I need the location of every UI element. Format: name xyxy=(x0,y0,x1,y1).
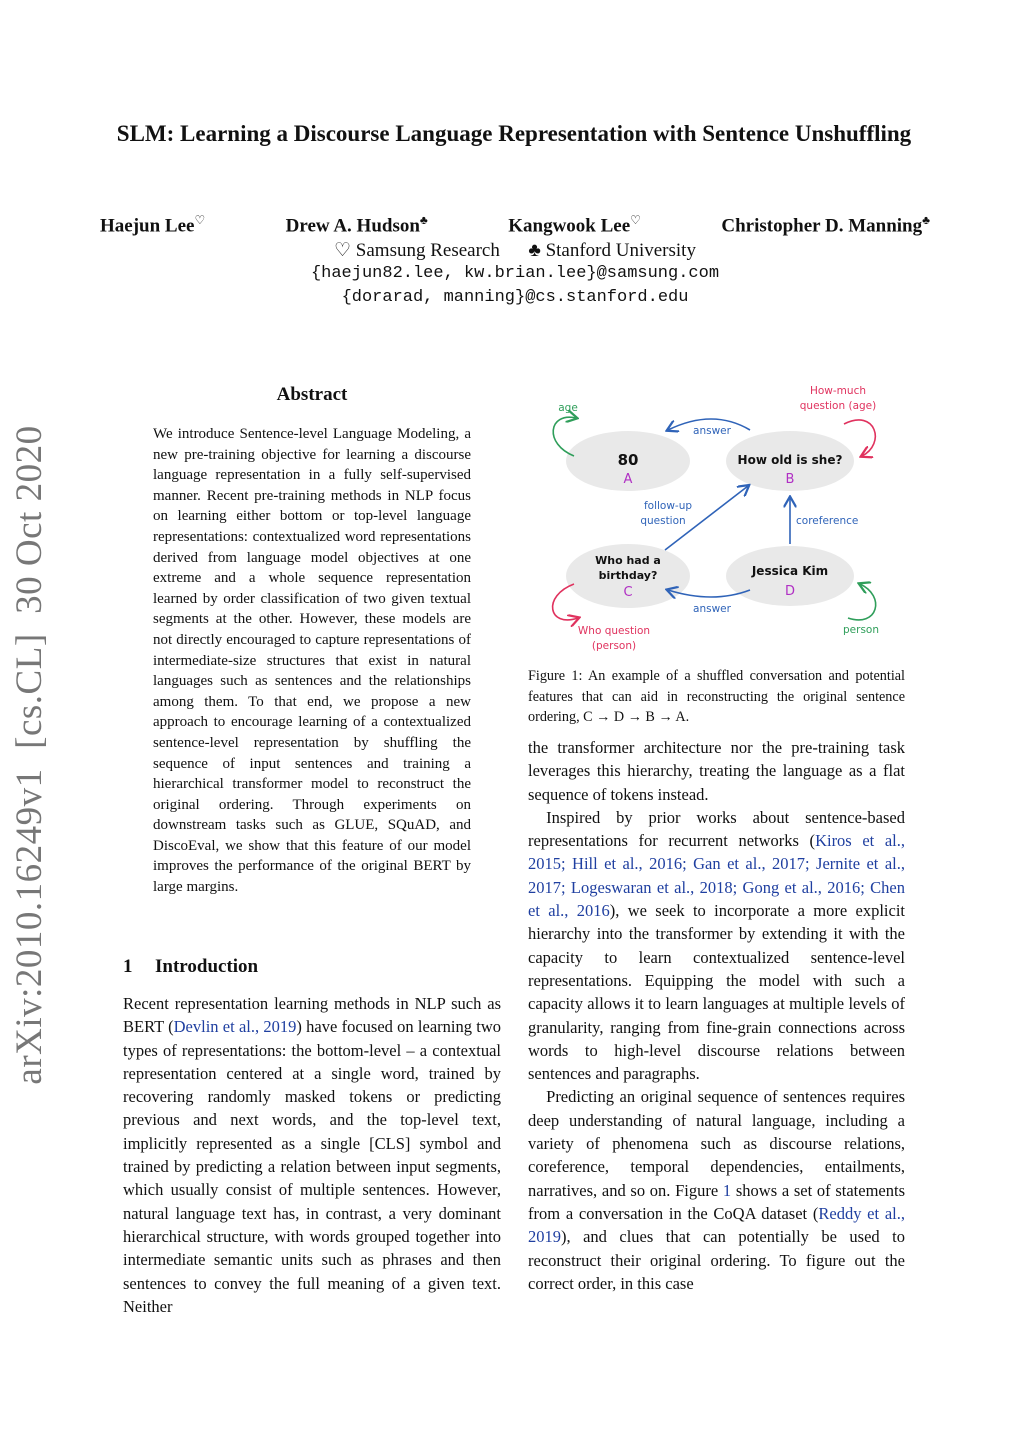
node-b-letter: B xyxy=(785,472,795,487)
node-a-text: 80 xyxy=(617,451,639,469)
loop-person xyxy=(848,584,876,620)
abstract-text: We introduce Sentence-level Language Modeling, a new pre-training objective for learning a discourse language representation in a fully self-supervised manner. Recent pre-training methods in NLP focus on learning either bottom or top-level language representations: contextualized word representations derived from language model objectives at one extreme and a whole sequence representation learned by order classification of two given textual segments at the other. However, these models are not directly encouraged to capture representations of intermediate-size structures that exist in natural languages such as sentences and the relationships among them. To that end, we propose a new approach to encourage learning of a contextualized sentence-level representation by shuffling the sequence of input sentences and training a hierarchical transformer model to reconstruct the original ordering. Through experiments on downstream tasks such as GLUE, SQuAD, and DiscoEval, we show that this feature of our model improves the performance of the original BERT by large margins. xyxy=(153,426,471,896)
author-list xyxy=(100,213,930,237)
right-paragraph-3: Predicting an original sequence of sentences requires deep understanding of natural language, including a variety of phenomena such as discourse relations, coreference, temporal dependencies, entailments, narratives, and so on. Figure 1 shows a set of statements from a conversation in the CoQA dataset (Reddy et al., 2019), and clues that can potentially be used to reconstruct their original ordering. To figure out the correct order, in this case xyxy=(528,1087,905,1293)
node-c-text-1: Who had a xyxy=(595,554,661,567)
author-2: Drew A. Hudson♣ xyxy=(285,213,428,237)
label-answer-top: answer xyxy=(693,425,731,437)
affiliations: ♡ Samsung Research ♣ Stanford University xyxy=(334,240,696,261)
node-a-letter: A xyxy=(623,472,633,487)
email-line-1: {haejun82.lee, kw.brian.lee}@samsung.com xyxy=(310,264,720,283)
figure-ref-link[interactable]: 1 xyxy=(722,1180,732,1200)
intro-paragraph-left: Recent representation learning methods in NLP such as BERT (Devlin et al., 2019) have focused on learning two types of representations: the bottom-level – a contextual representation centered at a single word, trained by recovering randomly masked tokens or predicting previous and next words, and the top-level text, implicitly represented as a single [CLS] symbol and trained by predicting a relation between input segments, which usually consist of multiple sentences. However, natural language text has, in contrast, a very dominant hierarchical structure, with words grouped together into intermediate semantic units such as phrases and then sentences to convey the full meaning of a given text. Neither xyxy=(123,994,501,1316)
right-column-text xyxy=(528,736,905,1295)
author-1: Haejun Lee♡ xyxy=(100,213,206,237)
label-how-much-1: How-much xyxy=(809,385,867,397)
citation-links[interactable]: Kiros et al., 2015; Hill et al., 2016; Gan et al., 2017; Jernite et al., 2017; Logeswaran et al., 2018; Gong et al., 2016; Chen et al., 2016 xyxy=(528,831,906,921)
paper-title: SLM: Learning a Discourse Language Representation with Sentence Unshuffling xyxy=(116,121,912,146)
right-paragraph-1: the transformer architecture nor the pre-training task leverages this hierarchy, treating the language as a flat sequence of tokens instead. xyxy=(528,738,905,804)
citation-link[interactable]: Devlin et al., 2019 xyxy=(173,1017,297,1037)
citation-link-coqa[interactable]: Reddy et al., 2019 xyxy=(528,1203,905,1247)
label-coreference: coreference xyxy=(796,515,859,527)
abstract-heading: Abstract xyxy=(276,384,348,405)
node-d-text: Jessica Kim xyxy=(751,564,829,578)
author-4: Christopher D. Manning♣ xyxy=(721,213,930,237)
node-d-letter: D xyxy=(784,584,796,599)
section-heading xyxy=(123,956,258,978)
label-follow-up-2: question xyxy=(640,515,686,527)
label-who-2: (person) xyxy=(591,640,637,652)
node-b-text: How old is she? xyxy=(737,453,843,467)
arxiv-stamp: arXiv:2010.16249v1 [cs.CL] 30 Oct 2020 xyxy=(9,425,50,1085)
email-line-2: {dorarad, manning}@cs.stanford.edu xyxy=(341,288,689,307)
section-number: 1 xyxy=(123,956,133,977)
label-who-1: Who question xyxy=(577,625,651,637)
figure-caption: Figure 1: An example of a shuffled conversation and potential features that can aid in reconstructing the original sentence ordering, C → D → B → A. xyxy=(528,668,905,725)
label-age: age xyxy=(558,402,578,414)
label-how-much-2: question (age) xyxy=(799,400,877,412)
section-title: Introduction xyxy=(155,956,259,977)
node-c-letter: C xyxy=(623,585,633,600)
right-paragraph-2: Inspired by prior works about sentence-based representations for recurrent networks (Kiros et al., 2015; Hill et al., 2016; Gan et al., 2017; Jernite et al., 2017; Logeswaran et al., 2018; Gong et al., 2016; Chen et al., 2016), we seek to incorporate a more explicit hierarchy into the transformer by extending it with the capacity to learn contextualized sentence-level representations. Equipping the model with such a capacity allows it to learn languages at multiple levels of granularity, ranging from fine-grain connections across words to high-level discourse relations between sentences and paragraphs. xyxy=(528,807,906,1084)
author-3: Kangwook Lee♡ xyxy=(508,213,641,237)
label-answer-bottom: answer xyxy=(693,603,731,615)
figure-conversation-graph xyxy=(528,378,908,658)
label-follow-up-1: follow-up xyxy=(643,500,693,512)
node-c-text-2: birthday? xyxy=(598,569,658,582)
label-person: person xyxy=(843,624,879,636)
